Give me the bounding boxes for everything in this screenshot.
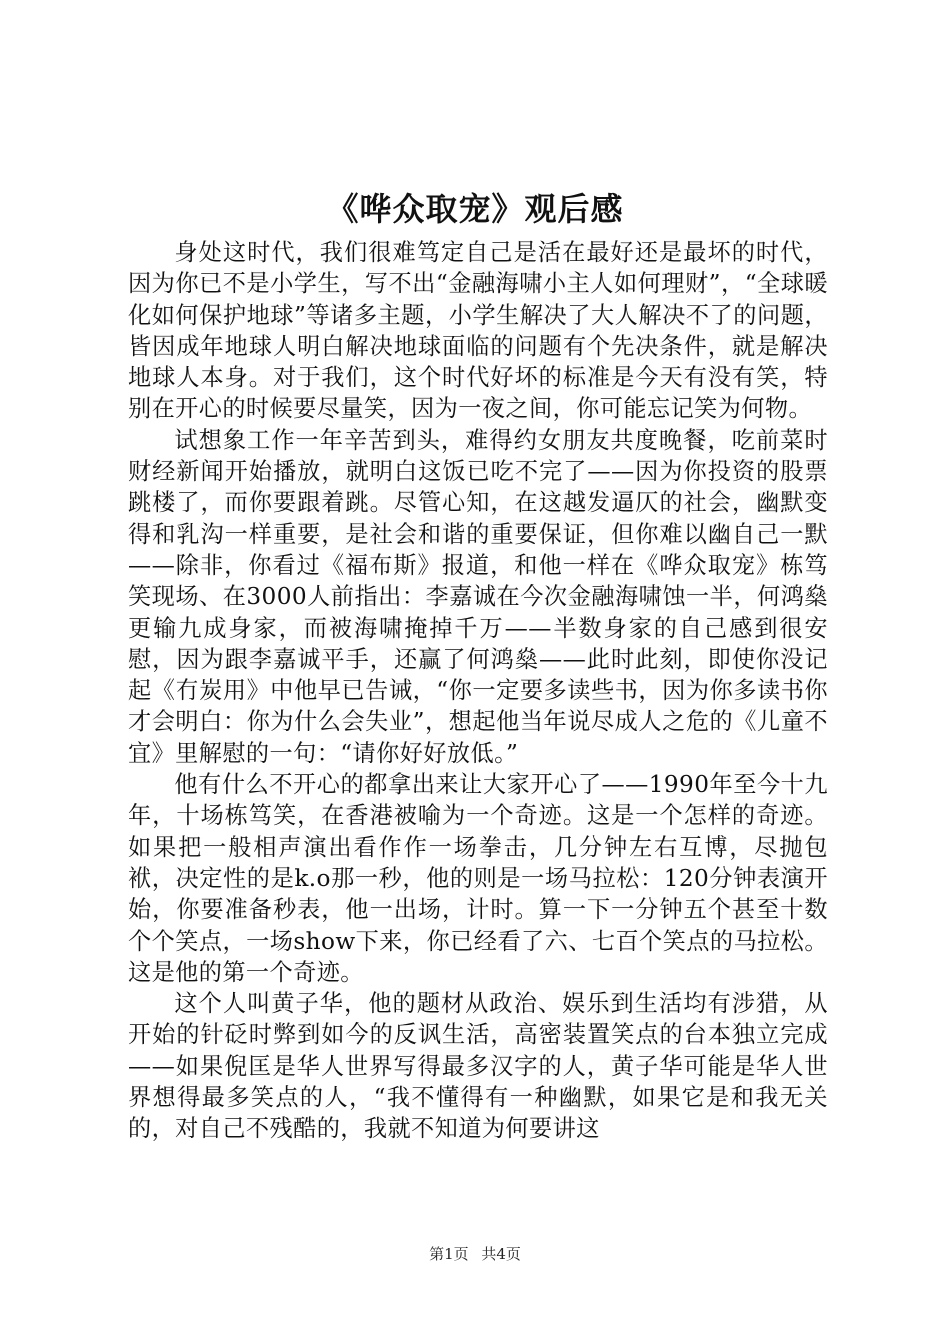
page-number: 第1页 — [429, 1245, 469, 1263]
paragraph: 身处这时代，我们很难笃定自己是活在最好还是最坏的时代，因为你已不是小学生，写不出“金融海啸小主人如何理财”，“全球暖化如何保护地球”等诸多主题，小学生解决了大人解决不了的问题，皆因成年地球人明白解决地球面临的问题有个先决条件，就是解决地球人本身。对于我们，这个时代好坏的标准是今天有没有笑，特别在开心的时候要尽量笑，因为一夜之间，你可能忘记笑为何物。 — [128, 239, 828, 423]
page-footer — [0, 1244, 950, 1264]
paragraph: 这个人叫黄子华，他的题材从政治、娱乐到生活均有涉猎，从开始的针砭时弊到如今的反讽生活，高密装置笑点的台本独立完成——如果倪匡是华人世界写得最多汉字的人，黄子华可能是华人世界想得最多笑点的人，“我不懂得有一种幽默，如果它是和我无关的，对自己不残酷的，我就不知道为何要讲这 — [128, 990, 828, 1143]
document-title: 《哗众取宠》观后感 — [326, 190, 624, 228]
paragraph: 他有什么不开心的都拿出来让大家开心了——1990年至今十九年，十场栋笃笑，在香港被喻为一个奇迹。这是一个怎样的奇迹。如果把一般相声演出看作作一场拳击，几分钟左右互博，尽抛包袱，决定性的是k.o那一秒，他的则是一场马拉松：120分钟表演开始，你要准备秒表，他一出场，计时。算一下一分钟五个甚至十数个个笑点，一场show下来，你已经看了六、七百个笑点的马拉松。这是他的第一个奇迹。 — [128, 771, 828, 986]
page-total: 共4页 — [481, 1245, 521, 1263]
paragraph: 试想象工作一年辛苦到头，难得约女朋友共度晚餐，吃前菜时财经新闻开始播放，就明白这饭已吃不完了——因为你投资的股票跳楼了，而你要跟着跳。尽管心知，在这越发逼仄的社会，幽默变得和乳沟一样重要，是社会和谐的重要保证，但你难以幽自己一默——除非，你看过《福布斯》报道，和他一样在《哗众取宠》栋笃笑现场、在3000人前指出：李嘉诚在今次金融海啸蚀一半，何鸿燊更输九成身家，而被海啸掩掉千万——半数身家的自己感到很安慰，因为跟李嘉诚平手，还赢了何鸿燊——此时此刻，即使你没记起《冇炭用》中他早已告诫，“你一定要多读些书，因为你多读书你才会明白：你为什么会失业”，想起他当年说尽成人之危的《儿童不宜》里解慰的一句：“请你好好放低。” — [128, 426, 828, 767]
document-body — [128, 237, 828, 1145]
